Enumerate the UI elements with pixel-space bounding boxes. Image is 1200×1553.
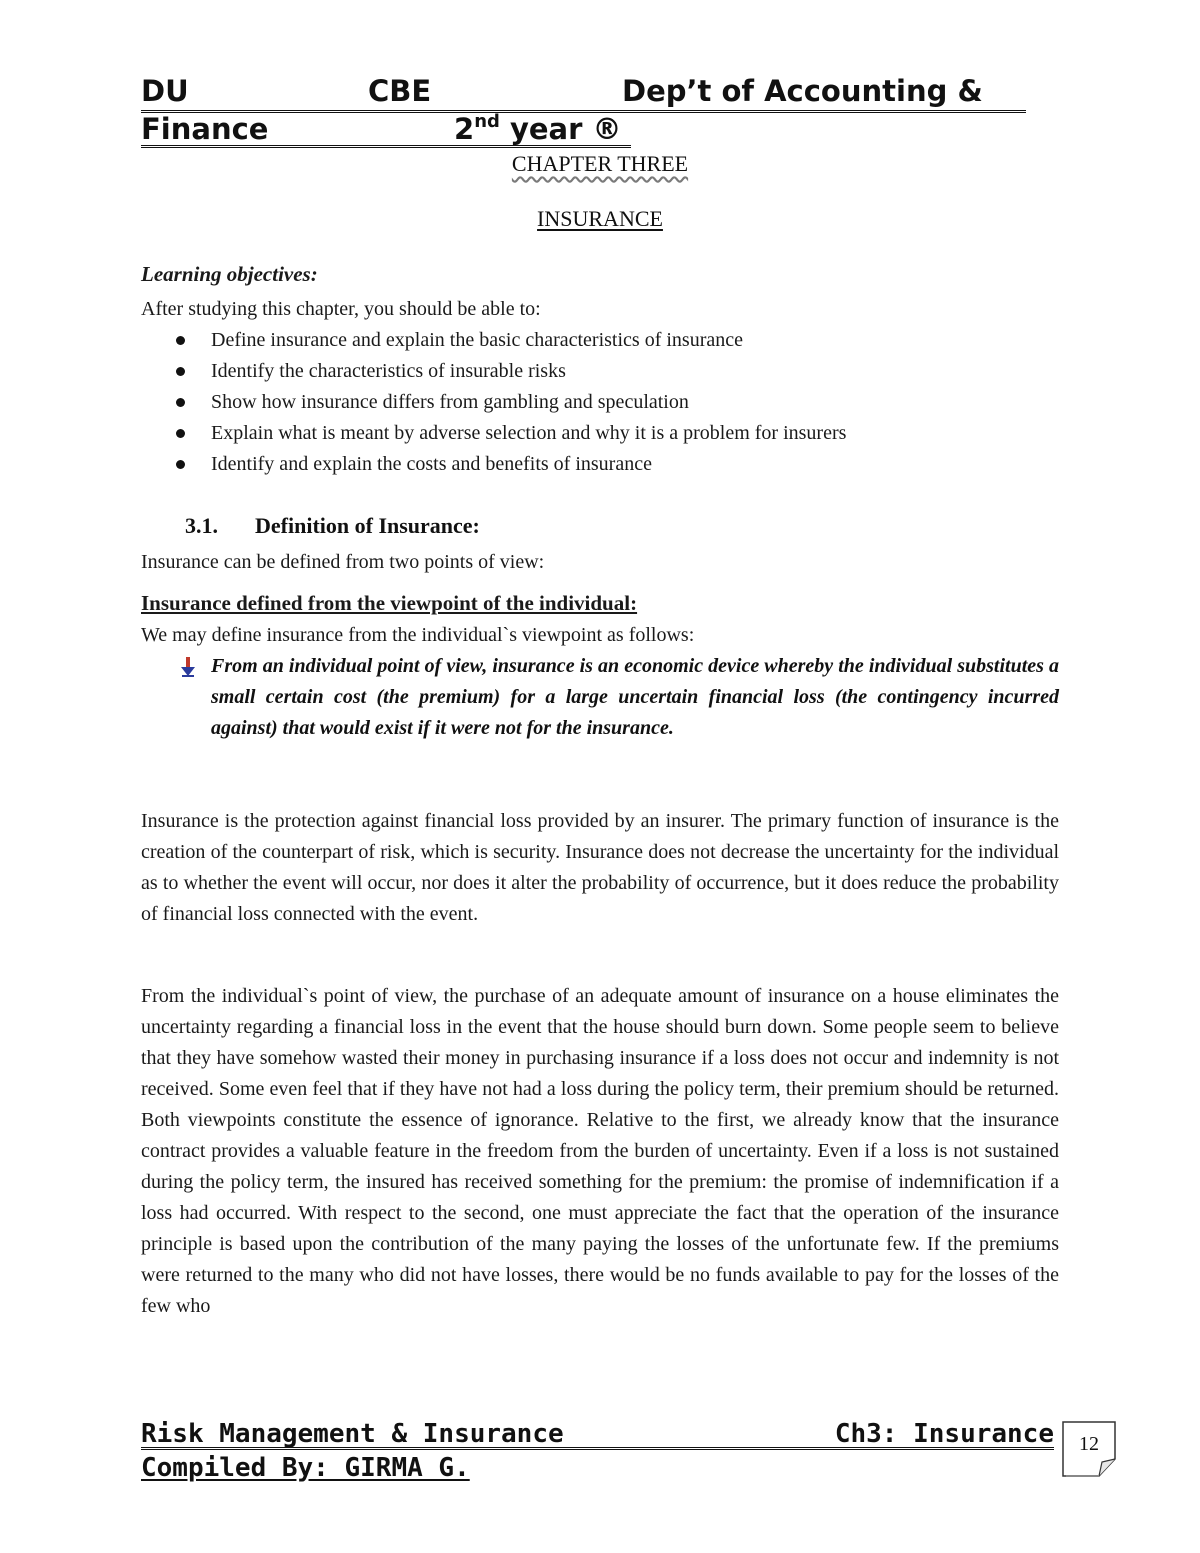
list-item xyxy=(141,356,1041,387)
paragraph: Insurance is the protection against financial loss provided by an insurer. The primary function of insurance is the creation of the counterpart of risk, which is security. Insurance does not decrease the uncertainty for the individual as to whether the event will occur, nor does it alter the probability of occurrence, but it does reduce the probability of financial loss connected with the event. xyxy=(141,810,1059,925)
footer-line-1 xyxy=(141,1418,1054,1450)
learning-objectives-heading: Learning objectives: xyxy=(141,262,318,286)
page-number: 12 xyxy=(1079,1433,1099,1455)
header-college: CBE xyxy=(368,74,432,108)
year-rest: year ® xyxy=(499,112,622,146)
list-item xyxy=(141,325,1041,356)
list-item-text: Identify and explain the costs and benefits of insurance xyxy=(211,453,652,475)
header-department: Dep’t of Accounting & xyxy=(622,74,983,108)
header-line-2 xyxy=(141,111,631,148)
header-year xyxy=(454,111,622,147)
header-department-cont: Finance xyxy=(141,112,269,146)
learning-objectives-list xyxy=(141,325,1041,480)
page-number-box xyxy=(1062,1421,1116,1477)
down-arrow-icon xyxy=(181,657,195,677)
bullet-dot-icon xyxy=(176,460,185,469)
footer-chapter: Ch3: Insurance xyxy=(834,1419,1054,1449)
definition-quote: From an individual point of view, insurance is an economic device whereby the individual substitutes a small certain cost (the premium) for a large uncertain financial loss (the contingency incurred against) that would exist if it were not for the insurance. xyxy=(211,655,1059,739)
bullet-dot-icon xyxy=(176,429,185,438)
year-ordinal: nd xyxy=(474,111,500,132)
bullet-dot-icon xyxy=(176,398,185,407)
list-item-text: Identify the characteristics of insurable risks xyxy=(211,360,566,382)
year-number: 2 xyxy=(454,112,475,146)
learning-objectives-intro: After studying this chapter, you should be able to: xyxy=(141,298,541,320)
chapter-heading: CHAPTER THREE xyxy=(511,151,689,176)
list-item-text: Explain what is meant by adverse selection and why it is a problem for insurers xyxy=(211,422,847,444)
section-intro: Insurance can be defined from two points of view: xyxy=(141,551,545,573)
section-number: 3.1. xyxy=(185,513,218,538)
section-heading xyxy=(185,513,480,539)
list-item-text: Define insurance and explain the basic characteristics of insurance xyxy=(211,329,743,351)
section-title: Definition of Insurance: xyxy=(255,513,480,538)
list-item xyxy=(141,418,1041,449)
footer-course: Risk Management & Insurance xyxy=(141,1419,564,1449)
header-line-1 xyxy=(141,73,1026,113)
list-item xyxy=(141,449,1041,480)
list-item xyxy=(141,387,1041,418)
footer-compiled-by: Compiled By: GIRMA G. xyxy=(141,1453,470,1483)
list-item-text: Show how insurance differs from gambling and speculation xyxy=(211,391,689,413)
bullet-dot-icon xyxy=(176,367,185,376)
chapter-title: INSURANCE xyxy=(537,206,663,231)
subheading-intro: We may define insurance from the individual`s viewpoint as follows: xyxy=(141,624,695,646)
paragraph: From the individual`s point of view, the purchase of an adequate amount of insurance on a house eliminates the uncertainty regarding a financial loss in the event that the house should burn down. Some people seem to believe that they have somehow wasted their money in purchasing insurance if a loss does not occur and indemnity is not received. Some even feel that if they have not had a loss during the policy term, their premium should be returned. Both viewpoints constitute the essence of ignorance. Relative to the first, we already know that the insurance contract provides a valuable feature in the freedom from the burden of uncertainty. Even if a loss is not sustained during the policy term, the insured has received something for the premium: the promise of indemnification if a loss had occurred. With respect to the second, one must appreciate the fact that the operation of the insurance principle is based upon the contribution of the many paying the losses of the unfortunate few. If the premiums were returned to the many who did not have losses, there would be no funds available to pay for the losses of the few who xyxy=(141,985,1059,1317)
bullet-dot-icon xyxy=(176,336,185,345)
header-university: DU xyxy=(141,74,189,108)
subheading: Insurance defined from the viewpoint of the individual: xyxy=(141,591,638,615)
